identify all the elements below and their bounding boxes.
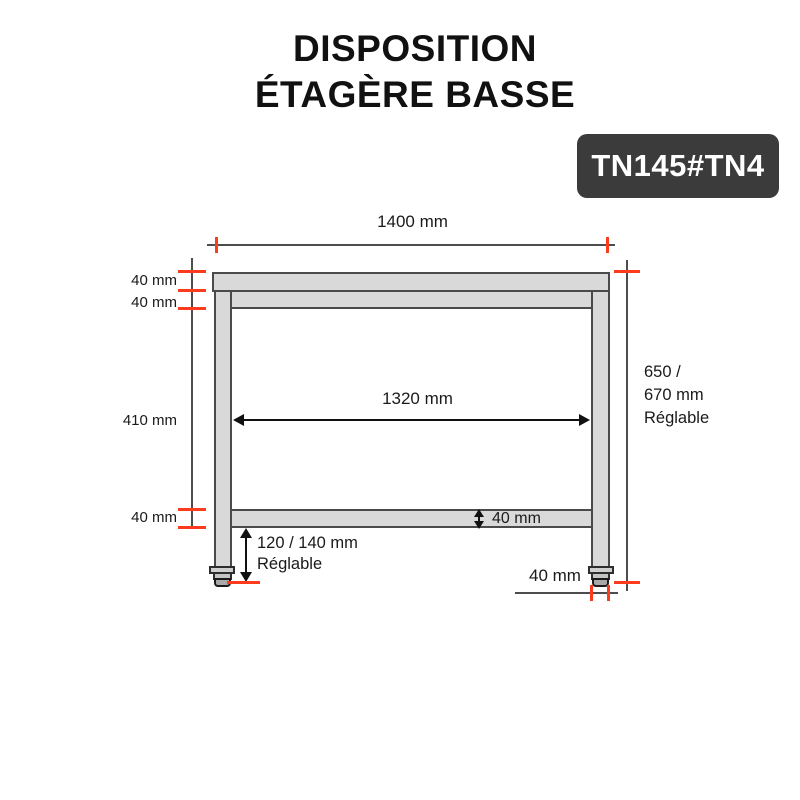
title-line-1: DISPOSITION <box>293 28 537 69</box>
overall-height-line-2: 670 mm <box>644 386 704 404</box>
top-frame-rail <box>230 290 593 309</box>
red-tick <box>614 270 640 273</box>
worktable-top <box>212 272 610 292</box>
red-tick <box>607 585 610 601</box>
dim-label-top-width: 1400 mm <box>377 212 448 231</box>
dim-label-rail-thickness: 40 mm <box>131 294 177 311</box>
red-tick <box>590 585 593 601</box>
dim-label-overall-height <box>644 361 709 430</box>
red-tick <box>178 526 206 529</box>
overall-height-line-1: 650 / <box>644 363 681 381</box>
arrowhead-right <box>579 414 590 426</box>
red-tick <box>215 237 218 253</box>
right-leg <box>591 290 610 568</box>
dim-label-top-thickness: 40 mm <box>131 272 177 289</box>
ground-clearance-line-2: Réglable <box>257 555 323 573</box>
dim-line-foot-width <box>515 592 618 594</box>
dim-label-shelf-thickness-left: 40 mm <box>131 509 177 526</box>
dim-arrow-inner-width <box>240 419 582 421</box>
overall-height-line-3: Réglable <box>644 409 710 427</box>
product-code-label: TN145#TN4 <box>591 148 765 183</box>
dim-line-left <box>191 258 193 528</box>
red-tick <box>178 270 206 273</box>
title-line-2: ÉTAGÈRE BASSE <box>254 74 576 115</box>
red-tick <box>606 237 609 253</box>
red-tick <box>227 581 260 584</box>
red-tick <box>178 289 206 292</box>
dim-arrow-ground-clearance <box>245 536 247 574</box>
ground-clearance-line-1: 120 / 140 mm <box>257 534 358 552</box>
red-tick <box>178 508 206 511</box>
dim-line-right <box>626 260 628 591</box>
arrowhead-left <box>233 414 244 426</box>
dim-label-leg-section: 410 mm <box>122 412 177 429</box>
dim-label-shelf-thickness: 40 mm <box>492 510 541 527</box>
product-code-badge <box>577 134 779 198</box>
dim-label-foot-width: 40 mm <box>529 566 581 585</box>
dim-label-inner-width: 1320 mm <box>382 389 453 408</box>
arrowhead-down <box>474 521 484 529</box>
dim-line-top-width <box>207 244 615 246</box>
dim-label-ground-clearance <box>257 533 358 575</box>
red-tick <box>614 581 640 584</box>
red-tick <box>178 307 206 310</box>
page-title <box>30 26 800 118</box>
